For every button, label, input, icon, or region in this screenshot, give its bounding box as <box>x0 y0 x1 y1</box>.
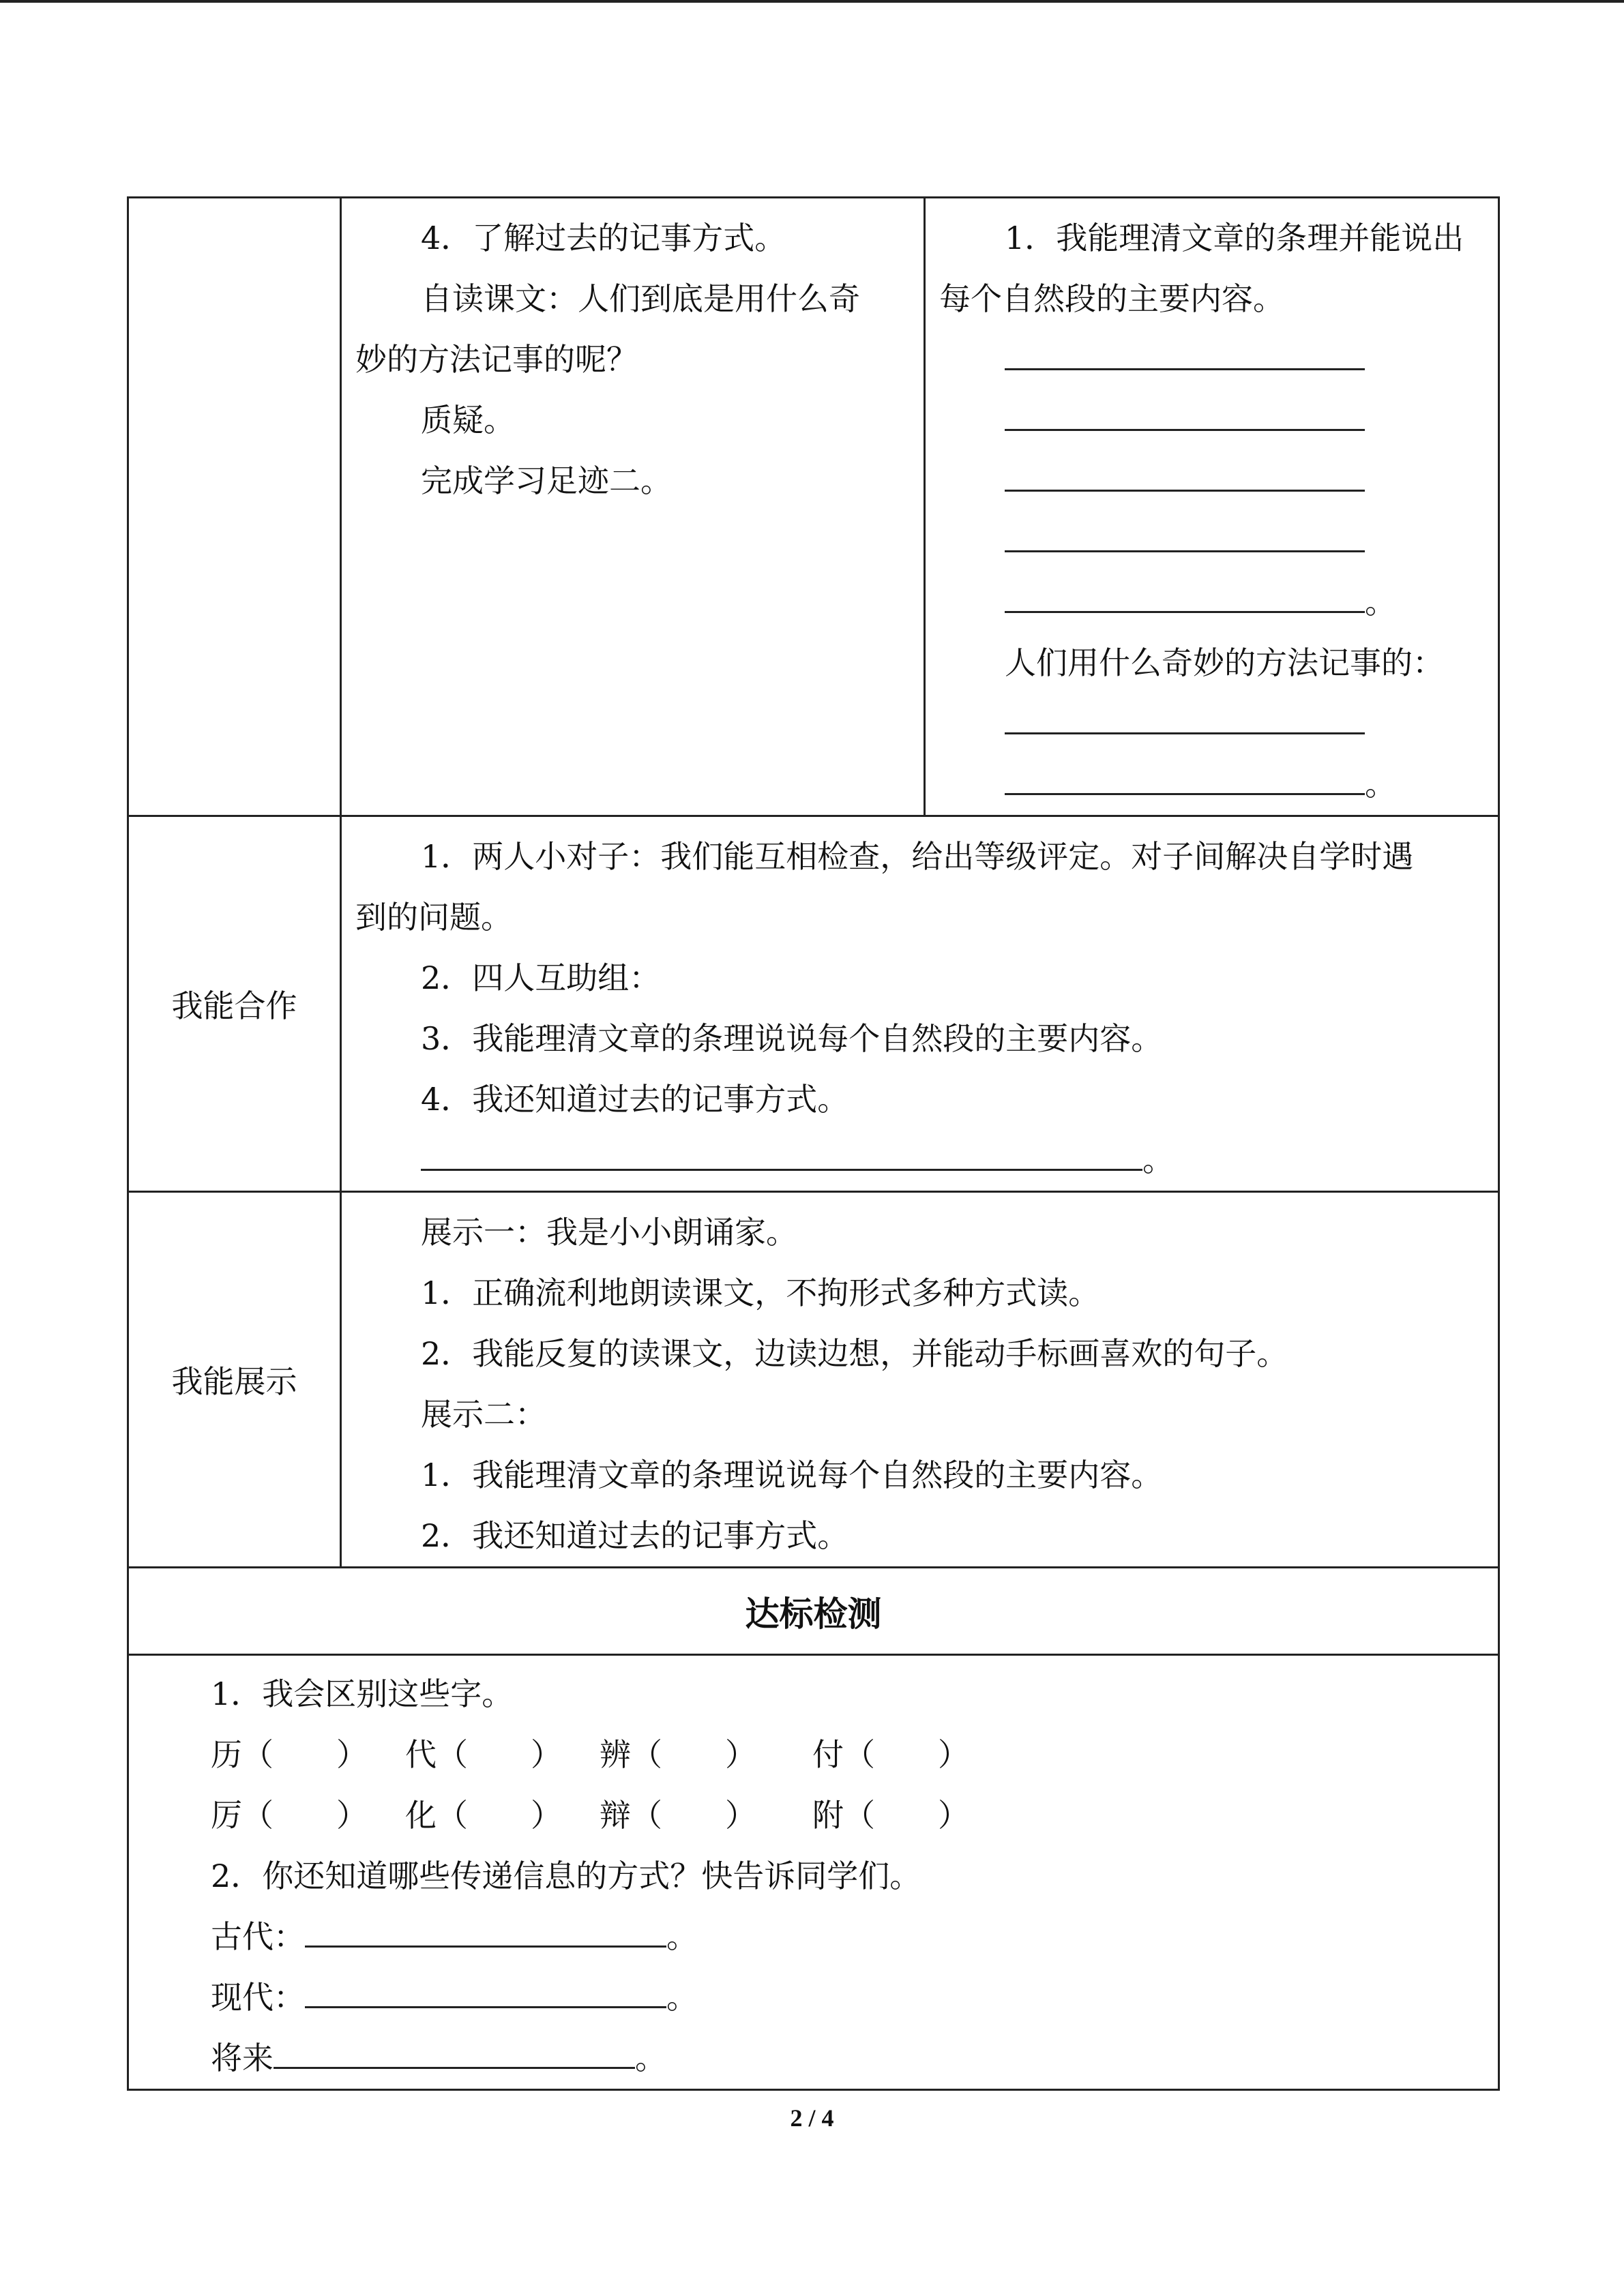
question-2: 2．你还知道哪些传递信息的方式？快告诉同学们。 <box>211 1858 921 1894</box>
modern-line <box>129 1967 1498 2028</box>
future-label: 将来 <box>211 2040 274 2076</box>
future-blank[interactable] <box>274 2033 635 2069</box>
text-line: 每个自然段的主要内容。 <box>939 280 1284 317</box>
text-line: 展示一：我是小小朗诵家。 <box>421 1214 797 1251</box>
ancient-blank[interactable] <box>305 1911 666 1948</box>
cooperate-row <box>128 816 1499 1192</box>
text-line: 1．正确流利地朗读课文，不拘形式多种方式读。 <box>421 1274 1100 1311</box>
ancient-line <box>129 1907 1498 1967</box>
future-line <box>129 2028 1498 2089</box>
text-line: 1．我能理清文章的条理说说每个自然段的主要内容。 <box>421 1457 1163 1493</box>
text-line: 4．我还知道过去的记事方式。 <box>421 1081 849 1118</box>
answer-line[interactable] <box>939 572 1484 633</box>
answer-line[interactable] <box>939 754 1484 815</box>
char-item[interactable]: 附（ ） <box>812 1797 969 1834</box>
period: 。 <box>666 1918 698 1955</box>
char-item[interactable]: 付（ ） <box>812 1736 969 1773</box>
answer-line[interactable] <box>939 694 1484 754</box>
self-study-row <box>128 198 1499 816</box>
empty-label-cell <box>128 198 341 816</box>
char-row-1 <box>129 1725 1498 1785</box>
period: 。 <box>1365 584 1396 621</box>
period: 。 <box>1365 766 1396 803</box>
display-label: 我能展示 <box>128 1192 341 1568</box>
char-item[interactable]: 化（ ） <box>405 1797 562 1834</box>
char-row-2 <box>129 1785 1498 1846</box>
text-line: 到的问题。 <box>355 899 512 936</box>
ancient-label: 古代： <box>211 1918 305 1955</box>
test-heading-row <box>128 1568 1499 1655</box>
period: 。 <box>666 1979 698 2016</box>
modern-label: 现代： <box>211 1979 305 2016</box>
cooperate-label: 我能合作 <box>128 816 341 1192</box>
text-line: 1．两人小对子：我们能互相检查，给出等级评定。对子间解决自学时遇 <box>421 838 1414 875</box>
period: 。 <box>1142 1142 1174 1178</box>
text-line: 完成学习足迹二。 <box>421 462 672 499</box>
answer-line[interactable] <box>355 1130 1484 1191</box>
self-study-left-cell <box>341 198 925 816</box>
char-item[interactable]: 厉（ ） <box>211 1797 368 1834</box>
self-study-right-cell <box>925 198 1499 816</box>
lesson-table <box>127 196 1500 2091</box>
test-content <box>128 1655 1499 2090</box>
question-1: 1．我会区别这些字。 <box>211 1675 514 1712</box>
text-line: 3．我能理清文章的条理说说每个自然段的主要内容。 <box>421 1020 1163 1057</box>
text-line: 2．我还知道过去的记事方式。 <box>421 1517 849 1554</box>
char-item[interactable]: 辩（ ） <box>600 1797 756 1834</box>
top-border-line <box>0 0 1624 3</box>
text-line: 妙的方法记事的呢？ <box>355 341 638 378</box>
char-item[interactable]: 代（ ） <box>405 1736 562 1773</box>
answer-line[interactable] <box>939 390 1484 451</box>
period: 。 <box>635 2040 666 2076</box>
text-line: 4．了解过去的记事方式。 <box>421 220 786 256</box>
text-line: 展示二： <box>421 1396 546 1433</box>
text-line: 2．我能反复的读课文，边读边想，并能动手标画喜欢的句子。 <box>421 1335 1288 1372</box>
char-item[interactable]: 辨（ ） <box>600 1736 756 1773</box>
text-line: 质疑。 <box>421 402 515 438</box>
answer-line[interactable] <box>939 511 1484 572</box>
text-line: 自读课文：人们到底是用什么奇 <box>421 280 860 317</box>
modern-blank[interactable] <box>305 1972 666 2008</box>
display-row <box>128 1192 1499 1568</box>
page-number: 2 / 4 <box>790 2104 834 2132</box>
test-content-row <box>128 1655 1499 2090</box>
text-line: 2．四人互助组： <box>421 959 661 996</box>
text-line: 1．我能理清文章的条理并能说出 <box>1005 220 1464 256</box>
test-heading: 达标检测 <box>128 1568 1499 1655</box>
cooperate-content <box>341 816 1499 1192</box>
char-item[interactable]: 历（ ） <box>211 1736 368 1773</box>
answer-line[interactable] <box>939 329 1484 390</box>
answer-line[interactable] <box>939 451 1484 511</box>
display-content <box>341 1192 1499 1568</box>
text-line: 人们用什么奇妙的方法记事的： <box>1005 644 1444 681</box>
